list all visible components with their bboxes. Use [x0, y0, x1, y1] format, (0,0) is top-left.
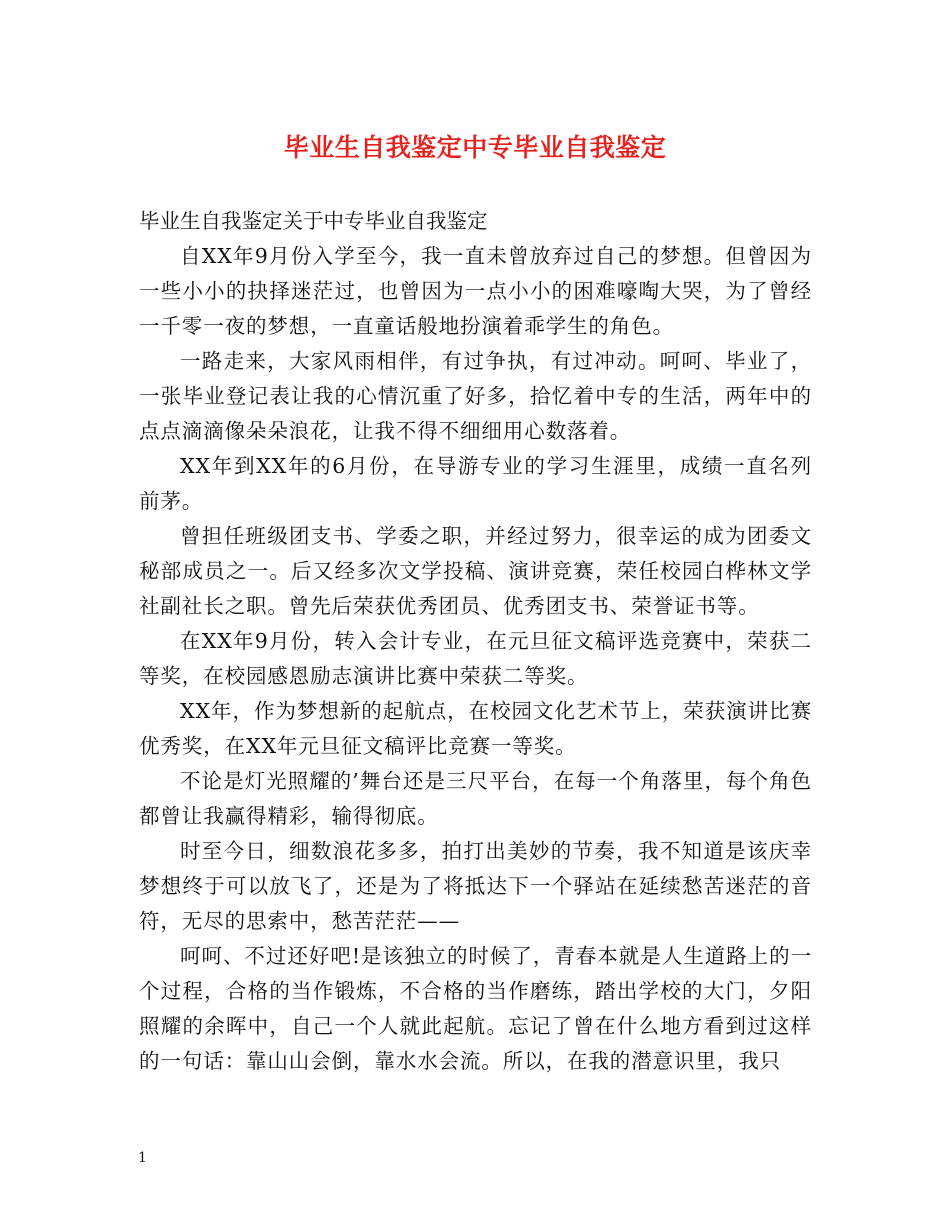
paragraph-6: XX年，作为梦想新的起航点，在校园文化艺术节上，荣获演讲比赛优秀奖，在XX年元旦征文稿评比竞赛一等奖。 [139, 699, 812, 758]
paragraph-4: 曾担任班级团支书、学委之职，并经过努力，很幸运的成为团委文秘部成员之一。后又经多次文学投稿、演讲竞赛，荣任校园白桦林文学社副社长之职。曾先后荣获优秀团员、优秀团支书、荣誉证书等。 [139, 524, 812, 618]
page-number: 1 [138, 1150, 147, 1166]
document-subtitle: 毕业生自我鉴定关于中专毕业自我鉴定 [139, 209, 488, 233]
paragraph-7: 不论是灯光照耀的’舞台还是三尺平台，在每一个角落里，每个角色都曾让我赢得精彩，输得彻底。 [139, 769, 812, 828]
paragraph-9: 呵呵、不过还好吧!是该独立的时候了，青春本就是人生道路上的一个过程，合格的当作锻炼，不合格的当作磨练，踏出学校的大门，夕阳照耀的余晖中，自己一个人就此起航。忘记了曾在什么地方看到过这样的一句话：靠山山会倒，靠水水会流。所以，在我的潜意识里，我只 [139, 944, 812, 1073]
paragraph-5: 在XX年9月份，转入会计专业，在元旦征文稿评选竞赛中，荣获二等奖，在校园感恩励志演讲比赛中荣获二等奖。 [139, 629, 812, 688]
paragraph-3: XX年到XX年的6月份，在导游专业的学习生涯里，成绩一直名列前茅。 [139, 454, 812, 513]
paragraph-8: 时至今日，细数浪花多多，拍打出美妙的节奏，我不知道是该庆幸梦想终于可以放飞了，还是为了将抵达下一个驿站在延续愁苦迷茫的音符，无尽的思索中，愁苦茫茫—— [139, 839, 812, 933]
document-body [139, 204, 812, 1079]
paragraph-1: 自XX年9月份入学至今，我一直未曾放弃过自己的梦想。但曾因为一些小小的抉择迷茫过，也曾因为一点小小的困难嚎啕大哭，为了曾经一千零一夜的梦想，一直童话般地扮演着乖学生的角色。 [139, 244, 812, 338]
document-title: 毕业生自我鉴定中专毕业自我鉴定 [283, 133, 667, 162]
paragraph-2: 一路走来，大家风雨相伴，有过争执，有过冲动。呵呵、毕业了，一张毕业登记表让我的心情沉重了好多，拾忆着中专的生活，两年中的点点滴滴像朵朵浪花，让我不得不细细用心数落着。 [139, 349, 812, 443]
